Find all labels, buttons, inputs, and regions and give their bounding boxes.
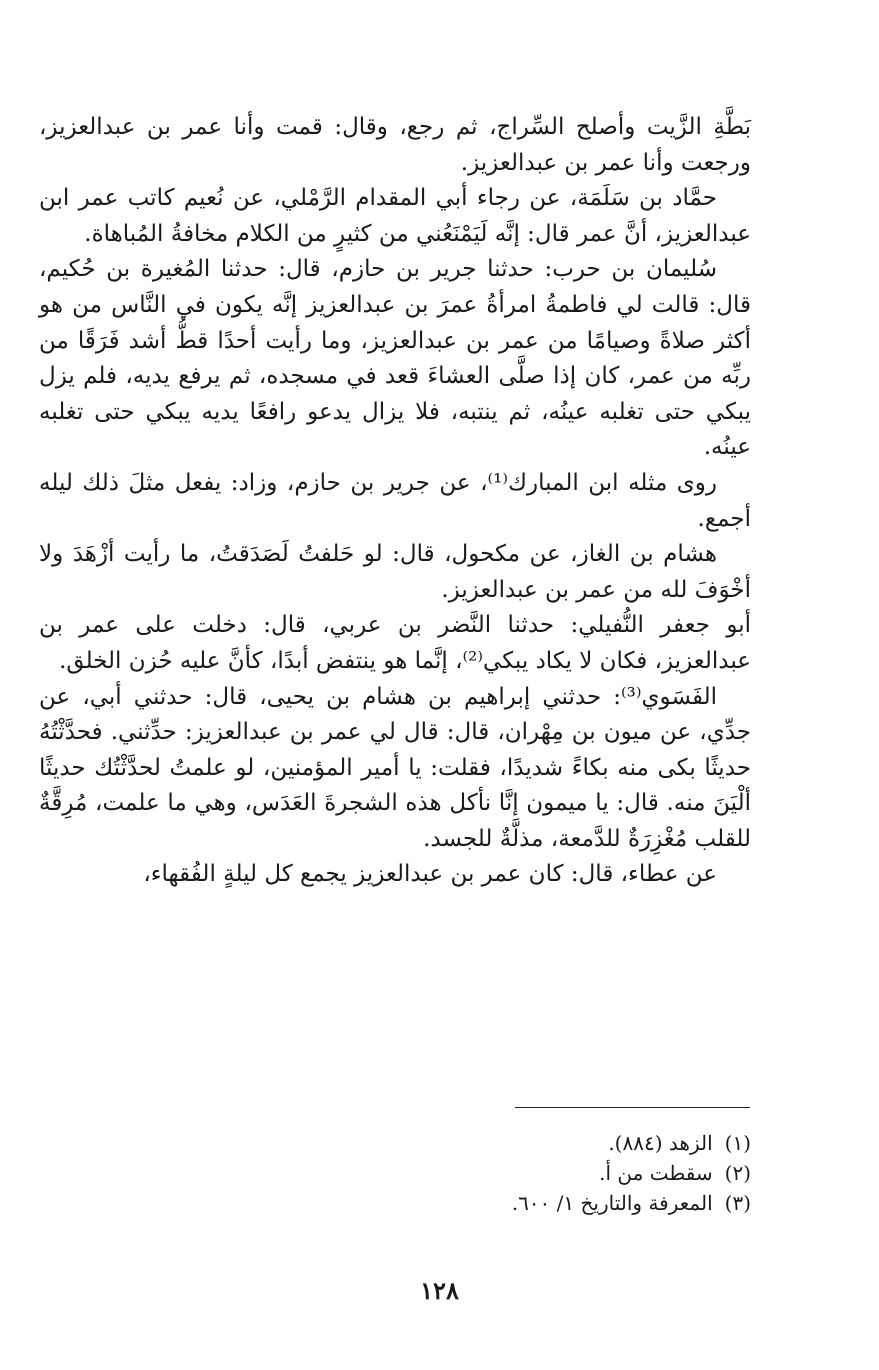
- footnote: [39, 1158, 751, 1188]
- footnote-text: الزهد (٨٨٤).: [608, 1131, 713, 1155]
- footnotes: [39, 1128, 751, 1218]
- footnote-separator: [515, 1107, 750, 1108]
- paragraph: الفَسَوي⁽³⁾: حدثني إبراهيم بن هشام بن يحيى، قال: حدثني أبي، عن جدِّي، عن ميون بن مِهْران، قال: قال لي عمر بن عبدالعزيز: حدِّثني. فحدَّثْتُهُ حديثًا بكى منه بكاءً شديدًا، فقلت: يا أمير المؤمنين، لو علمتُ لحدَّثْتُك حديثًا ألْيَنَ منه. قال: يا ميمون إنَّا نأكل هذه الشجرةَ العَدَس، وهي ما علمت، مُرِقَّةٌ للقلب مُغْزِرَةٌ للدَّمعة، مذلَّةٌ للجسد.: [39, 683, 751, 852]
- footnote: [39, 1128, 751, 1158]
- footnote-number: (٣): [724, 1191, 751, 1215]
- paragraph: عن عطاء، قال: كان عمر بن عبدالعزيز يجمع كل ليلةٍ الفُقهاء،: [143, 861, 717, 888]
- paragraph: سُليمان بن حرب: حدثنا جرير بن حازم، قال: حدثنا المُغيرة بن حُكيم، قال: قالت لي فاطمةُ امرأةُ عمرَ بن عبدالعزيز إنَّه يكون في النَّاس من هو أكثر صلاةً وصيامًا من عمر بن عبدالعزيز، وما رأيت أحدًا قطُّ أشد فَرَقًا من ربِّه من عمر، كان إذا صلَّى العشاءَ قعد في مسجده، ثم يرفع يديه، فلم يزل يبكي حتى تغلبه عينُه، ثم ينتبه، فلا يزال يدعو رافعًا يديه يبكي حتى تغلبه عينُه.: [39, 256, 751, 461]
- main-text: [39, 110, 751, 893]
- footnote-text: سقطت من أ.: [599, 1161, 713, 1185]
- footnote-text: المعرفة والتاريخ ١/ ٦٠٠.: [511, 1191, 713, 1215]
- paragraph: بَطَّةِ الزَّيت وأصلح السِّراج، ثم رجع، وقال: قمت وأنا عمر بن عبدالعزيز، ورجعت وأنا عمر بن عبدالعزيز.: [39, 114, 751, 176]
- footnote-number: (١): [724, 1131, 751, 1155]
- paragraph: أبو جعفر النُّفيلي: حدثنا النَّضر بن عربي، قال: دخلت على عمر بن عبدالعزيز، فكان لا يكاد يبكي⁽²⁾، إنَّما هو ينتفض أبدًا، كأنَّ عليه حُزن الخلق.: [39, 612, 751, 674]
- page-number: ١٢٨: [420, 1276, 459, 1305]
- paragraph: هشام بن الغاز، عن مكحول، قال: لو حَلفتُ لَصَدَقتُ، ما رأيت أزْهَدَ ولا أخْوَفَ لله من عمر بن عبدالعزيز.: [39, 541, 751, 603]
- footnote: [39, 1188, 751, 1218]
- paragraph: حمَّاد بن سَلَمَة، عن رجاء أبي المقدام الرَّمْلي، عن نُعيم كاتب عمر ابن عبدالعزيز، أنَّ عمر قال: إنَّه لَيَمْنَعُني من كثيرٍ من الكلام مخافةُ المُباهاة.: [39, 185, 751, 247]
- footnote-number: (٢): [724, 1161, 751, 1185]
- paragraph: روى مثله ابن المبارك⁽¹⁾، عن جرير بن حازم، وزاد: يفعل مثلَ ذلك ليله أجمع.: [39, 469, 751, 532]
